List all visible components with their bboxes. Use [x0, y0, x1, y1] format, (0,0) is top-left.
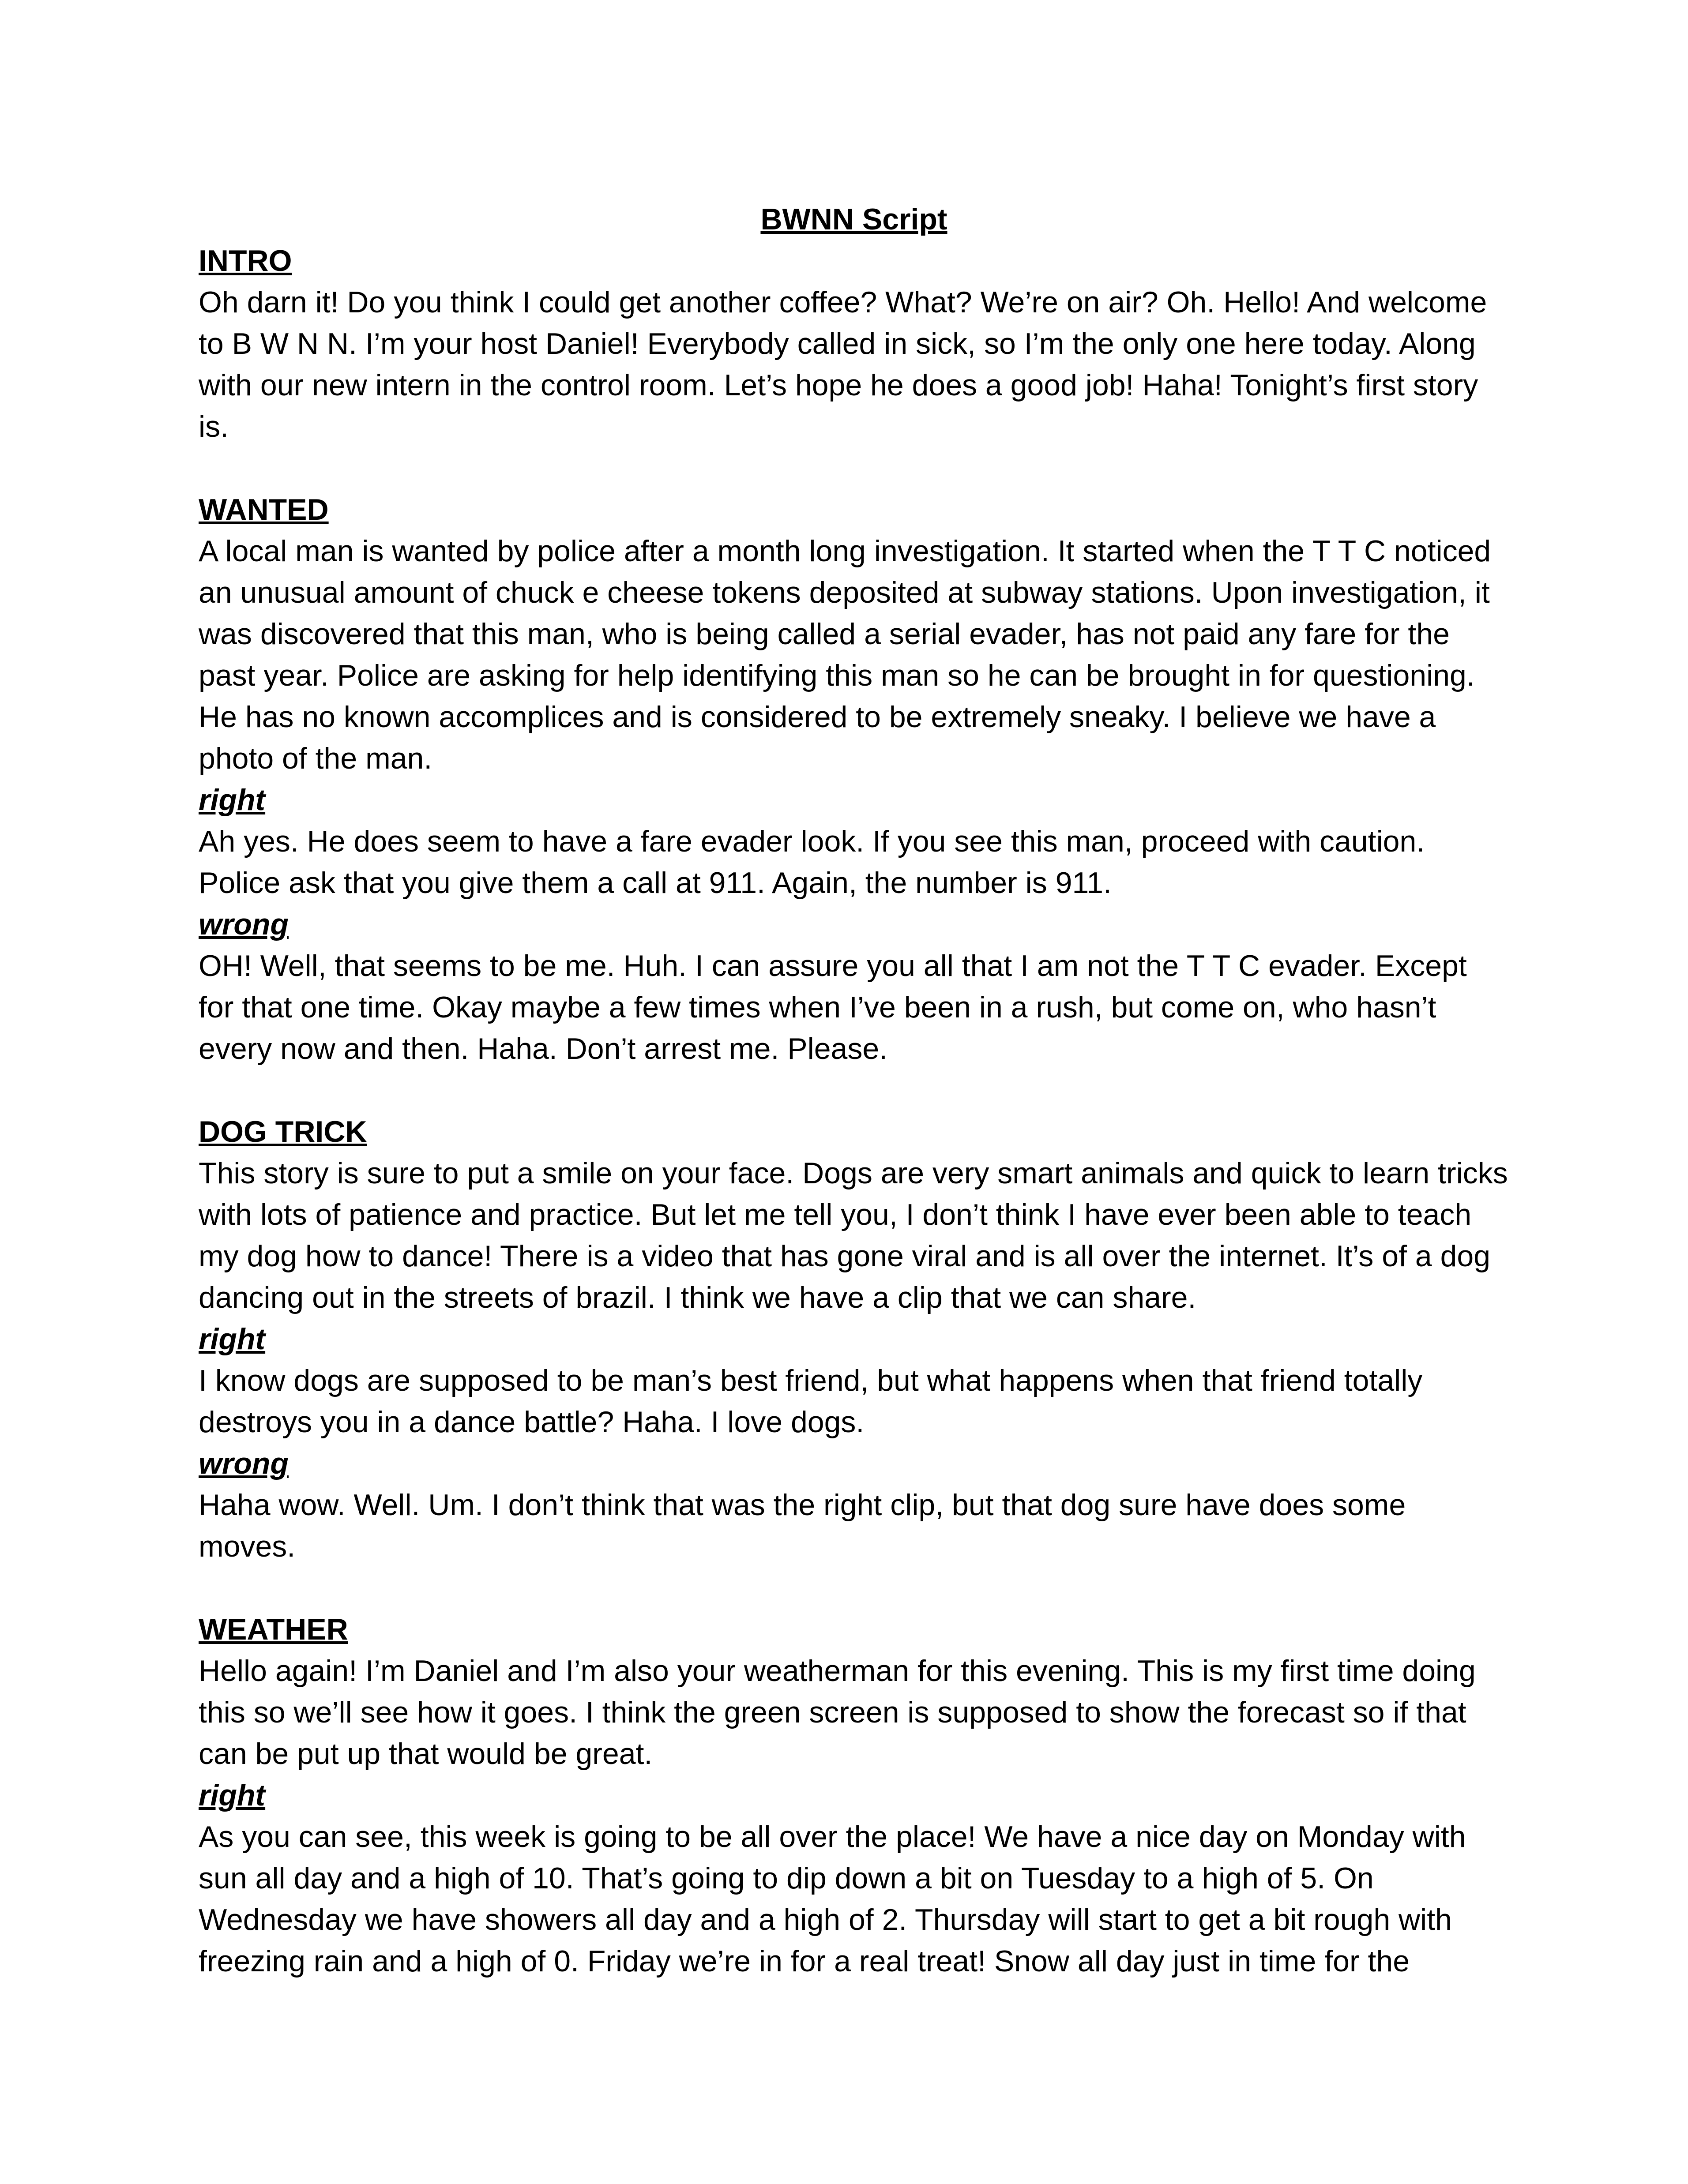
wrong-label: wrong — [199, 908, 289, 941]
section-heading: DOG TRICK — [199, 1115, 367, 1148]
right-text: Ah yes. He does seem to have a fare evader look. If you see this man, proceed with caution. Police ask that you give them a call at 911. Again, the number is 911. — [199, 825, 1425, 900]
section-text: A local man is wanted by police after a month long investigation. It started when the T T C noticed an unusual amount of chuck e cheese tokens deposited at subway stations. Upon investigation, it was discovered that this man, who is being called a serial evader, has not paid any fare for the past year. Police are asking for help identifying this man so he can be brought in for questioning. He has no known accomplices and is considered to be extremely sneaky. I believe we have a photo of the man. — [199, 534, 1491, 775]
section-weather — [199, 1609, 1509, 1982]
section-heading: INTRO — [199, 244, 292, 278]
section-dog-trick — [199, 1111, 1509, 1567]
right-label: right — [199, 1779, 266, 1812]
right-text: As you can see, this week is going to be all over the place! We have a nice day on Monday with sun all day and a high of 10. That’s going to dip down a bit on Tuesday to a high of 5. On Wednesday we have showers all day and a high of 2. Thursday will start to get a bit rough with freezing rain and a high of 0. Friday we’re in for a real treat! Snow all day just in time for the — [199, 1820, 1466, 1978]
wrong-label: wrong — [199, 1447, 289, 1480]
wrong-text: Haha wow. Well. Um. I don’t think that was the right clip, but that dog sure have does some moves. — [199, 1488, 1406, 1563]
document-title: BWNN Script — [760, 203, 947, 236]
section-text: This story is sure to put a smile on your face. Dogs are very smart animals and quick to learn tricks with lots of patience and practice. But let me tell you, I don’t think I have ever been able to teach my dog how to dance! There is a video that has gone viral and is all over the internet. It’s of a dog dancing out in the streets of brazil. I think we have a clip that we can share. — [199, 1156, 1508, 1314]
right-label: right — [199, 1322, 266, 1356]
section-text: Hello again! I’m Daniel and I’m also your weatherman for this evening. This is my first time doing this so we’ll see how it goes. I think the green screen is supposed to show the forecast so if that can be put up that would be great. — [199, 1654, 1476, 1771]
section-text: Oh darn it! Do you think I could get another coffee? What? We’re on air? Oh. Hello! And welcome to B W N N. I’m your host Daniel! Everybody called in sick, so I’m the only one here today. Along with our new intern in the control room. Let’s hope he does a good job! Haha! Tonight’s first story is. — [199, 285, 1487, 443]
wrong-text: OH! Well, that seems to be me. Huh. I can assure you all that I am not the T T C evader. Except for that one time. Okay maybe a few times when I’ve been in a rush, but come on, who hasn’t every now and then. Haha. Don’t arrest me. Please. — [199, 949, 1467, 1066]
section-intro — [199, 240, 1509, 447]
script-page — [199, 199, 1509, 1982]
section-heading: WEATHER — [199, 1613, 348, 1646]
section-wanted — [199, 489, 1509, 1069]
section-heading: WANTED — [199, 493, 329, 526]
right-text: I know dogs are supposed to be man’s best friend, but what happens when that friend totally destroys you in a dance battle? Haha. I love dogs. — [199, 1364, 1423, 1439]
right-label: right — [199, 783, 266, 817]
